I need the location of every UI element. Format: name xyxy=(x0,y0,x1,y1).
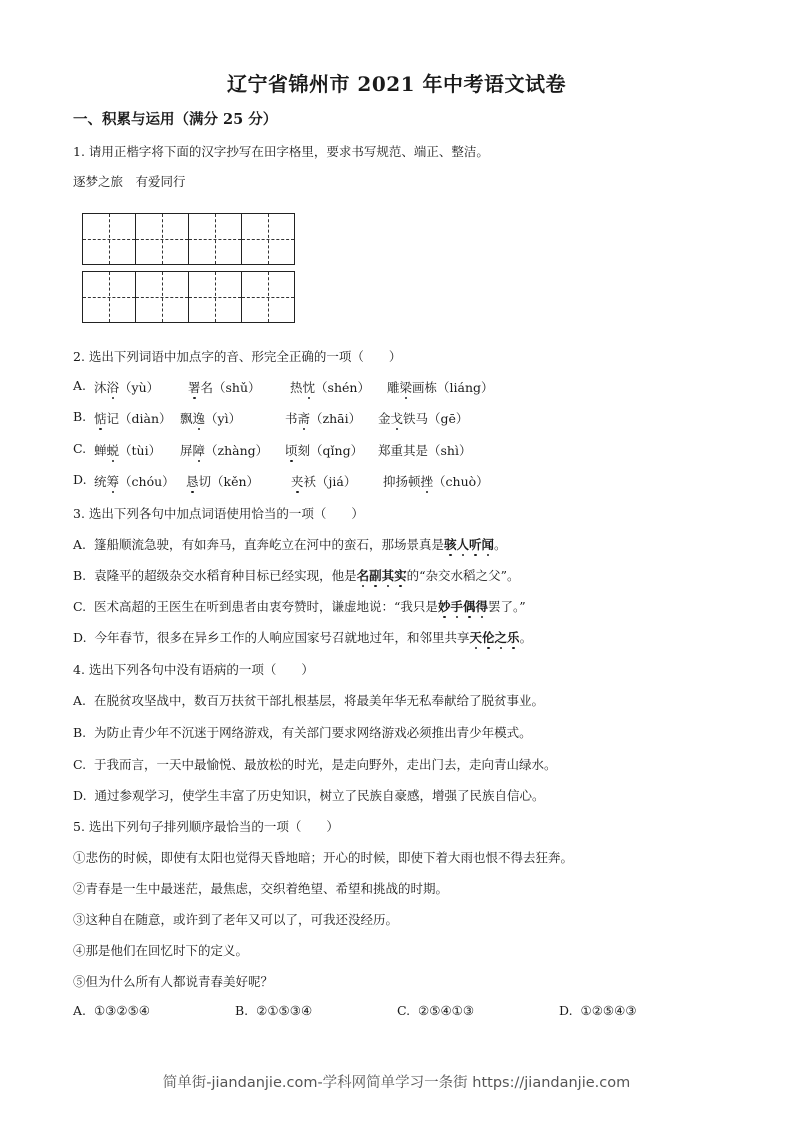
emphasized-idiom: 妙手偶得 xyxy=(437,599,488,614)
q3-option-b[interactable]: B. 袁隆平的超级杂交水稻育种目标已经实现，他是名副其实的“杂交水稻之父”。 xyxy=(73,568,520,583)
word-item: 顷刻（qǐng） xyxy=(285,443,364,458)
word-item: 统筹（chóu） xyxy=(94,474,175,489)
q5-option-d[interactable]: D. ①②⑤④③ xyxy=(559,1003,637,1018)
tianzige-grid-row-1[interactable] xyxy=(82,213,295,265)
q5-sentence-3: ③这种自在随意，或许到了老年又可以了，可我还没经历。 xyxy=(73,912,399,927)
emphasis-dot-char: 梁 xyxy=(399,380,413,395)
emphasized-idiom: 名副其实 xyxy=(356,568,407,583)
emphasis-dot-char: 顷 xyxy=(285,443,298,458)
section-heading: 一、积累与运用（满分 25 分） xyxy=(73,111,278,128)
word-item: 恳切（kěn） xyxy=(186,474,260,489)
option-label: D. xyxy=(73,472,87,487)
option-label: A. xyxy=(73,378,87,393)
word-item: 郑重其是（shì） xyxy=(378,443,472,458)
tianzige-cell[interactable] xyxy=(83,272,136,322)
q4-option-c[interactable]: C. 于我而言，一天中最愉悦、最放松的时光，是走向野外，走出门去，走向青山绿水。 xyxy=(73,757,557,772)
q5-option-c[interactable]: C. ②⑤④①③ xyxy=(397,1003,475,1018)
tianzige-cell[interactable] xyxy=(136,214,189,264)
tianzige-cell[interactable] xyxy=(136,272,189,322)
emphasis-dot-char: 夹 xyxy=(291,474,304,489)
word-item: 雕梁画栋（liáng） xyxy=(387,380,494,395)
word-item: 惦记（diàn） xyxy=(94,411,172,426)
emphasis-dot-char: 斋 xyxy=(297,411,311,426)
tianzige-cell[interactable] xyxy=(189,214,242,264)
q3-option-d[interactable]: D. 今年春节，很多在异乡工作的人响应国家号召就地过年，和邻里共享天伦之乐。 xyxy=(73,630,533,645)
q4-stem: 4. 选出下列各句中没有语病的一项（ ） xyxy=(73,662,314,677)
tianzige-cell[interactable] xyxy=(242,214,294,264)
q4-option-d[interactable]: D. 通过参观学习，使学生丰富了历史知识，树立了民族自豪感，增强了民族自信心。 xyxy=(73,788,545,803)
q4-option-b[interactable]: B. 为防止青少年不沉迷于网络游戏，有关部门要求网络游戏必须推出青少年模式。 xyxy=(73,725,532,740)
q1-text: 逐梦之旅 有爱同行 xyxy=(73,174,186,189)
option-label: C. xyxy=(73,441,87,456)
q5-option-a[interactable]: A. ①③②⑤④ xyxy=(73,1003,150,1018)
emphasis-dot-char: 挫 xyxy=(420,474,434,489)
emphasis-dot-char: 障 xyxy=(192,443,206,458)
q5-sentence-5: ⑤但为什么所有人都说青春美好呢？ xyxy=(73,974,274,989)
q5-sentence-1: ①悲伤的时候，即使有太阳也觉得天昏地暗；开心的时候，即使下着大雨也恨不得去狂奔。 xyxy=(73,850,574,865)
tianzige-cell[interactable] xyxy=(83,214,136,264)
option-label: B. xyxy=(73,409,87,424)
q5-sentence-2: ②青春是一生中最迷茫，最焦虑，交织着绝望、希望和挑战的时期。 xyxy=(73,881,449,896)
q5-sentence-4: ④那是他们在回忆时下的定义。 xyxy=(73,943,249,958)
word-item: 沐浴（yù） xyxy=(94,380,160,395)
q3-stem: 3. 选出下列各句中加点词语使用恰当的一项（ ） xyxy=(73,506,364,521)
emphasis-dot-char: 筹 xyxy=(106,474,120,489)
word-item: 蝉蜕（tùi） xyxy=(94,443,162,458)
q3-option-c[interactable]: C. 医术高超的王医生在听到患者由衷夸赞时，谦虚地说：“我只是妙手偶得罢了。” xyxy=(73,599,526,614)
word-item: 抑扬顿挫（chuò） xyxy=(383,474,489,489)
emphasized-idiom: 骇人听闻 xyxy=(443,537,495,552)
q5-stem: 5. 选出下列句子排列顺序最恰当的一项（ ） xyxy=(73,819,339,834)
emphasis-dot-char: 逸 xyxy=(192,411,206,426)
emphasis-dot-char: 署 xyxy=(188,380,201,395)
tianzige-grid-row-2[interactable] xyxy=(82,271,295,323)
word-item: 热忱（shén） xyxy=(290,380,370,395)
emphasis-dot-char: 忱 xyxy=(302,380,316,395)
page-title: 辽宁省锦州市 2021 年中考语文试卷 xyxy=(226,72,567,96)
word-item: 屏障（zhàng） xyxy=(180,443,269,458)
q2-stem: 2. 选出下列词语中加点字的音、形完全正确的一项（ ） xyxy=(73,349,402,364)
q4-option-a[interactable]: A. 在脱贫攻坚战中，数百万扶贫干部扎根基层，将最美年华无私奉献给了脱贫事业。 xyxy=(73,693,544,708)
word-item: 署名（shǔ） xyxy=(188,380,261,395)
emphasis-dot-char: 蜕 xyxy=(106,443,120,458)
q5-option-b[interactable]: B. ②①⑤③④ xyxy=(235,1003,313,1018)
tianzige-cell[interactable] xyxy=(242,272,294,322)
q1-stem: 1. 请用正楷字将下面的汉字抄写在田字格里，要求书写规范、端正、整洁。 xyxy=(73,144,489,159)
emphasized-idiom: 天伦之乐 xyxy=(469,630,520,645)
emphasis-dot-char: 戈 xyxy=(390,411,404,426)
word-item: 书斋（zhāi） xyxy=(285,411,362,426)
q3-option-a[interactable]: A. 篷船顺流急驶，有如奔马，直奔屹立在河中的蛮石，那场景真是骇人听闻。 xyxy=(73,537,507,552)
watermark-footer: 简单街-jiandanjie.com-学科网简单学习一条街 https://jiandanjie.com xyxy=(162,1075,631,1091)
emphasis-dot-char: 浴 xyxy=(106,380,120,395)
word-item: 夹袄（jiá） xyxy=(291,474,357,489)
word-item: 金戈铁马（gē） xyxy=(378,411,469,426)
emphasis-dot-char: 恳 xyxy=(186,474,199,489)
emphasis-dot-char: 惦 xyxy=(94,411,107,426)
tianzige-cell[interactable] xyxy=(189,272,242,322)
word-item: 飘逸（yì） xyxy=(180,411,242,426)
